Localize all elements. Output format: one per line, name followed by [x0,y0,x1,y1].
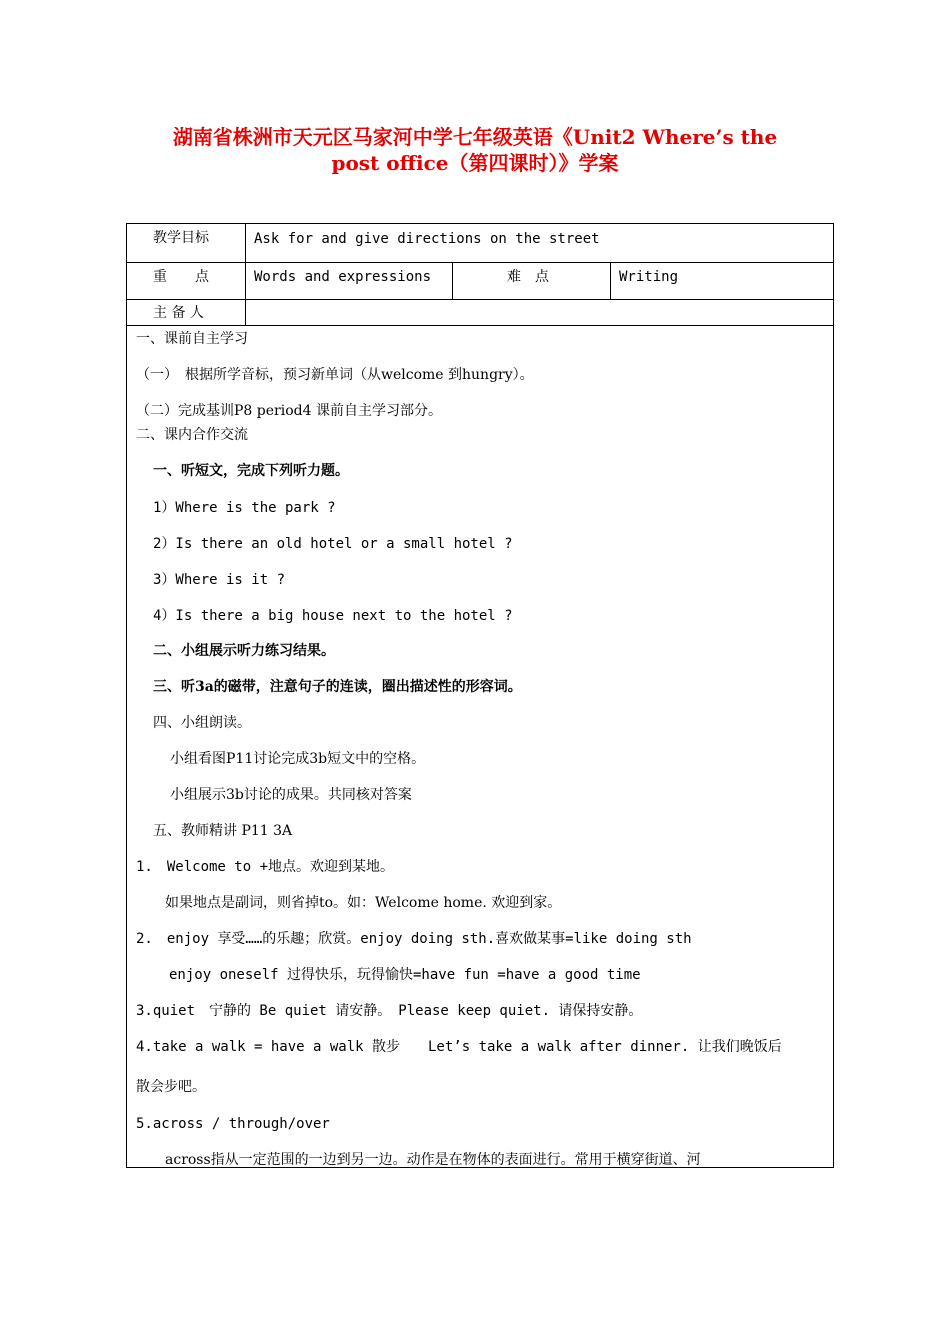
preparer-label: 主 备 人 [153,305,204,321]
section-heading: 二、课内合作交流 [136,427,248,443]
column-divider [452,262,453,299]
task-heading: 二、小组展示听力练习结果。 [153,643,335,659]
column-divider [245,224,246,325]
question-item: 2）Is there an old hotel or a small hotel ? [153,536,513,552]
grammar-point: 3.quiet 宁静的 Be quiet 请安静。 Please keep quiet. 请保持安静。 [136,1003,643,1019]
column-divider [610,262,611,299]
question-item: 3）Where is it ? [153,572,286,588]
key-point-label: 重 点 [153,269,209,285]
row-divider [127,262,833,263]
task-heading: 三、听3a的磁带，注意句子的连读，圈出描述性的形容词。 [153,679,522,695]
grammar-point: 1. Welcome to +地点。欢迎到某地。 [136,859,395,875]
content-line: （一） 根据所学音标，预习新单词（从welcome 到hungry）。 [136,367,534,383]
row-divider [127,325,833,326]
difficult-point-value: Writing [619,269,679,285]
difficult-point-label: 难 点 [507,269,549,285]
grammar-point: 4.take a walk = have a walk 散步 Let’s take a walk after dinner. 让我们晚饭后 [136,1039,782,1055]
row-divider [127,299,833,300]
objective-value: Ask for and give directions on the street [254,231,600,247]
lesson-plan-table [126,223,834,1168]
question-item: 1）Where is the park ? [153,500,336,516]
content-line: 小组展示3b讨论的成果。共同核对答案 [170,787,412,803]
task-heading: 五、教师精讲 P11 3A [153,823,293,839]
content-line: 小组看图P11讨论完成3b短文中的空格。 [170,751,426,767]
section-heading: 一、课前自主学习 [136,331,248,347]
grammar-note: enjoy oneself 过得快乐，玩得愉快=have fun =have a good time [169,967,641,983]
grammar-note: across指从一定范围的一边到另一边。动作是在物体的表面进行。常用于横穿街道、河 [165,1152,701,1168]
grammar-point: 2. enjoy 享受……的乐趣；欣赏。enjoy doing sth.喜欢做某事=like doing sth [136,931,692,947]
task-heading: 一、听短文，完成下列听力题。 [153,463,349,479]
task-heading: 四、小组朗读。 [153,715,251,731]
content-line: （二）完成基训P8 period4 课前自主学习部分。 [136,403,442,419]
objective-label: 教学目标 [153,230,209,246]
document-title-line-1: 湖南省株洲市天元区马家河中学七年级英语《Unit2 Where’s the [172,125,778,149]
question-item: 4）Is there a big house next to the hotel ? [153,608,513,624]
grammar-note: 如果地点是副词，则省掉to。如：Welcome home. 欢迎到家。 [165,895,562,911]
key-point-value: Words and expressions [254,269,432,285]
grammar-note: 散会步吧。 [136,1079,206,1095]
grammar-point: 5.across / through/over [136,1116,330,1132]
document-title-line-2: post office（第四课时）》学案 [331,151,619,175]
